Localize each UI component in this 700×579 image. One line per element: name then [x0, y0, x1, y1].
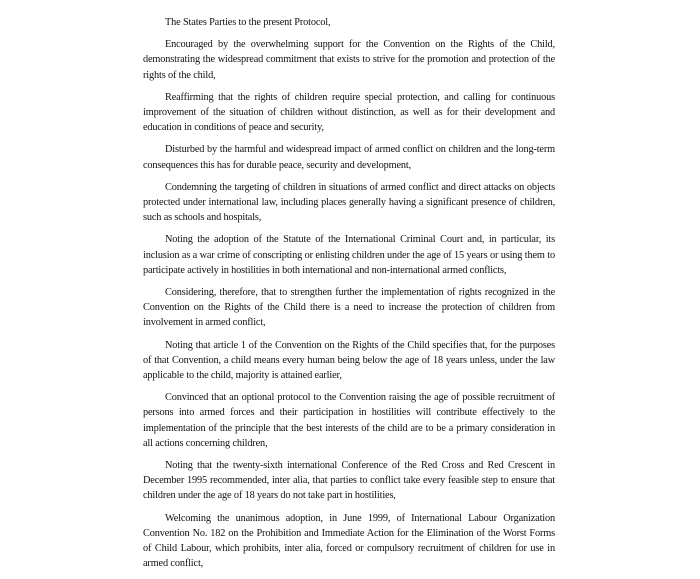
preamble-paragraph: Reaffirming that the rights of children require special protection, and calling for continuous improvement of the situation of children without distinction, as well as for their development and education in conditions of peace and security,	[143, 91, 555, 134]
preamble-paragraph: Considering, therefore, that to strengthen further the implementation of rights recognized in the Convention on the Rights of the Child there is a need to increase the protection of children from involvement in armed conflict,	[143, 287, 555, 329]
preamble-intro: The States Parties to the present Protocol,	[165, 17, 331, 28]
preamble-paragraph: Encouraged by the overwhelming support for the Convention on the Rights of the Child, demonstrating the widespread commitment that exists to strive for the promotion and protection of the rights of the child,	[143, 39, 555, 81]
preamble-paragraph: Disturbed by the harmful and widespread impact of armed conflict on children and the long-term consequences this has for durable peace, security and development,	[143, 144, 555, 171]
preamble-paragraph: Noting that the twenty-sixth international Conference of the Red Cross and Red Crescent in December 1995 recommended, inter alia, that parties to conflict take every feasible step to ensure that children under the age of 18 years do not take part in hostilities,	[143, 460, 555, 502]
preamble-paragraph: Convinced that an optional protocol to the Convention raising the age of possible recruitment of persons into armed forces and their participation in hostilities will contribute effectively to the implementation of the principle that the best interests of the child are to be a primary consideration in all actions concerning children,	[143, 392, 555, 449]
preamble-paragraph: Noting the adoption of the Statute of the International Criminal Court and, in particular, its inclusion as a war crime of conscripting or enlisting children under the age of 15 years or using them to participate actively in hostilities in both international and non-international armed conflicts,	[143, 234, 555, 276]
document-page	[143, 15, 555, 579]
preamble-paragraph: Condemning the targeting of children in situations of armed conflict and direct attacks on objects protected under international law, including places generally having a significant presence of children, such as schools and hospitals,	[143, 181, 555, 224]
preamble-paragraph: Noting that article 1 of the Convention on the Rights of the Child specifies that, for the purposes of that Convention, a child means every human being below the age of 18 years unless, under the law applicable to the child, majority is attained earlier,	[143, 339, 555, 382]
preamble-paragraph: Welcoming the unanimous adoption, in June 1999, of International Labour Organization Convention No. 182 on the Prohibition and Immediate Action for the Elimination of the Worst Forms of Child Labour, which prohibits, inter alia, forced or compulsory recruitment of children for use in armed conflict,	[143, 512, 555, 570]
